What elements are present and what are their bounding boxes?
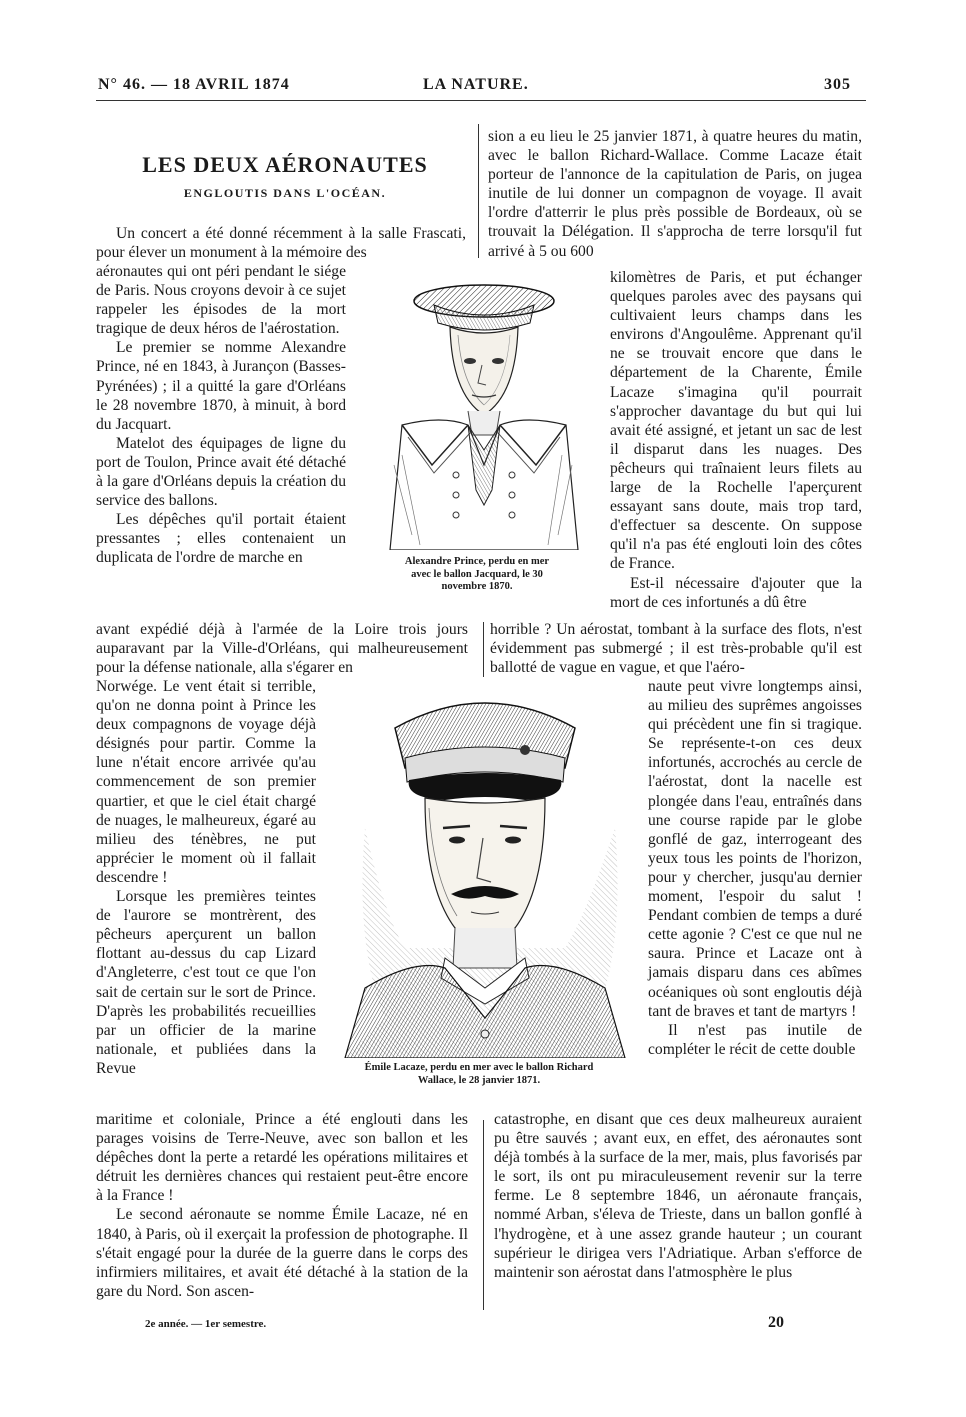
paragraph: Est-il nécessaire d'ajouter que la mort de ces infortunés a dû être	[610, 574, 862, 611]
left-col-block-5	[96, 1110, 468, 1301]
paragraph: kilomètres de Paris, et put échanger quelques paroles avec des paysans qui cultivaient leurs champs dans les environs d'Angoulême. Apprenant qu'il ne se trouvait encore que dans le département de la Charente, Émile Lacaze s'imagina qu'il pourrait s'approcher davantage du but qui lui avait été assigné, et jetant un sac de lest il disparut dans les nuages. Des pêcheurs qui traînaient leurs filets au large de la Rochelle l'aperçurent essayant sans doute, mais trop tard, d'effectuer sa descente. On suppose qu'il n'a pas été englouti loin des côtes de France.	[610, 269, 862, 573]
column-rule-top	[478, 124, 479, 258]
right-col-block-4	[648, 677, 862, 1059]
paragraph: Le second aéronaute se nomme Émile Lacaze, né en 1840, à Paris, où il exerçait la profession de photographe. Il s'était engagé pour la durée de la guerre dans le corps des infirmiers militaires, et avait été détaché à la station de la gare du Nord. Son ascen-	[96, 1206, 468, 1300]
paragraph: Un concert a été donné récemment à la salle Frascati, pour élever un monument à la mémoire des	[96, 225, 466, 262]
column-rule-mid	[483, 622, 484, 677]
paragraph: Matelot des équipages de ligne du port de Toulon, Prince avait été détaché à la gare d'Orléans depuis la création du service des ballons.	[96, 434, 346, 510]
footer-volume: 2e année. — 1er semestre.	[145, 1318, 267, 1330]
article-title: LES DEUX AÉRONAUTES	[142, 152, 428, 177]
paragraph: naute peut vivre longtemps ainsi, au milieu des suprêmes angoisses qui précèdent une fin si tragique. Se représente-t-on ces deux infortunés, accrochés au cercle de l'aérostat, dont la nacelle est plongée dans l'eau, entraînés dans une course rapide par le globe gonflé de gaz, interrogeant des yeux tous les points de l'horizon, pour y chercher, jusqu'au dernier moment, l'espoir du salut ! Pendant combien de temps a duré cette agonie ? C'est ce que nul ne saura. Prince et Lacaze ont à jamais disparu dans ces abîmes océaniques où sont engloutis déjà tant de braves et tant de martyrs !	[648, 678, 862, 1020]
caption-lacaze	[324, 1062, 634, 1087]
left-col-block-4	[96, 677, 316, 1078]
right-col-block-1	[488, 127, 862, 261]
engraving-lacaze-illustration	[325, 688, 645, 1058]
page-number: 305	[824, 76, 851, 93]
right-col-block-2	[610, 268, 862, 612]
paragraph: avant expédié déjà à l'armée de la Loire trois jours auparavant par la Ville-d'Orléans, qui malheureusement pour la défense nationale, alla s'égarer en	[96, 621, 468, 677]
left-col-block-1	[96, 224, 466, 262]
paragraph: Lorsque les premières teintes de l'aurore se montrèrent, des pêcheurs aperçurent un ballon flottant au-dessus du cap Lizard d'Angleterre, c'est tout ce que l'on sait de certain sur le sort de Prince. D'après les probabilités recueillies par un officier de la marine nationale, et publiées dans la Revue	[96, 888, 316, 1077]
issue-date: N° 46. — 18 AVRIL 1874	[98, 76, 290, 93]
article-subtitle: ENGLOUTIS DANS L'OCÉAN.	[183, 186, 387, 200]
left-col-block-3	[96, 620, 468, 677]
portrait-emile-lacaze	[325, 688, 645, 1058]
paragraph: maritime et coloniale, Prince a été englouti dans les parages voisins de Terre-Neuve, avec son ballon et les dépêches dont la perte a retardé les opérations militaires et détruit les dernières chances qui restaient peut-être encore à la France !	[96, 1111, 468, 1205]
paragraph: Norwége. Le vent était si terrible, qu'on ne donna point à Prince les deux compagnons de voyage déjà désignés pour partir. Comme la lune n'était encore arrivée qu'au commencement de son premier quartier, et que le ciel était chargé de nuages, le malheureux, égaré au milieu des ténèbres, ne put apprécier le moment où il fallait descendre !	[96, 678, 316, 886]
column-rule-bottom	[483, 1120, 484, 1310]
footer-signature: 20	[768, 1314, 784, 1331]
paragraph: aéronautes qui ont péri pendant le siége de Paris. Nous croyons devoir à ce sujet rappeler les épisodes de la mort tragique de deux héros de l'aérostation.	[96, 263, 346, 338]
paragraph: Le premier se nomme Alexandre Prince, né en 1843, à Jurançon (Basses-Pyrénées) ; il a quitté la gare d'Orléans le 28 novembre 1870, à minuit, à bord du Jacquart.	[96, 339, 346, 433]
caption-line: Émile Lacaze, perdu en mer avec le ballon Richard	[364, 1062, 594, 1073]
header-rule	[96, 100, 866, 101]
paragraph: Il n'est pas inutile de compléter le récit de cette double	[648, 1021, 862, 1058]
paragraph: catastrophe, en disant que ces deux malheureux auraient pu être sauvés ; avant eux, en effet, des aéronautes sont déjà tombés à la surface de la mer, mais, plus favorisés par le sort, ils ont pu miraculeusement revenir sur la terre ferme. Le 8 septembre 1846, un aéronaute français, nommé Arban, s'éleva de Trieste, dans un ballon gonflé à l'hydrogène, et à une assez grande hauteur ; un courant supérieur le dirigea vers l'Adriatique. Arban s'efforce de maintenir son aérostat dans l'atmosphère le plus	[494, 1111, 862, 1281]
right-col-block-5	[494, 1110, 862, 1282]
journal-name: LA NATURE.	[423, 76, 529, 93]
portrait-alexandre-prince	[372, 275, 602, 550]
paragraph: sion a eu lieu le 25 janvier 1871, à quatre heures du matin, avec le ballon Richard-Wallace. Comme Lacaze était porteur de l'annonce de la capitulation de Paris, on jugea inutile de lui donner un compagnon de voyage. Il avait l'ordre d'atterrir le plus près possible de Bordeaux, où se trouvait la Délégation. Il s'approcha de terre lorsqu'il fut arrivé à 5 ou 600	[488, 128, 862, 260]
left-col-block-2	[96, 262, 346, 568]
caption-prince	[372, 556, 582, 594]
caption-line: novembre 1870.	[441, 581, 513, 592]
caption-line: Wallace, le 28 janvier 1871.	[417, 1074, 541, 1086]
paragraph: Les dépêches qu'il portait étaient pressantes ; elles contenaient un duplicata de l'ordre de marche en	[96, 511, 346, 567]
paragraph: horrible ? Un aérostat, tombant à la surface des flots, n'est évidemment pas submergé ; il est très-probable qu'il est ballotté de vague en vague, et que l'aéro-	[490, 621, 862, 677]
caption-line: Alexandre Prince, perdu en mer	[404, 556, 550, 567]
engraving-prince-illustration	[372, 275, 602, 550]
right-col-block-3	[490, 620, 862, 677]
caption-line: avec le ballon Jacquard, le 30	[411, 568, 543, 580]
